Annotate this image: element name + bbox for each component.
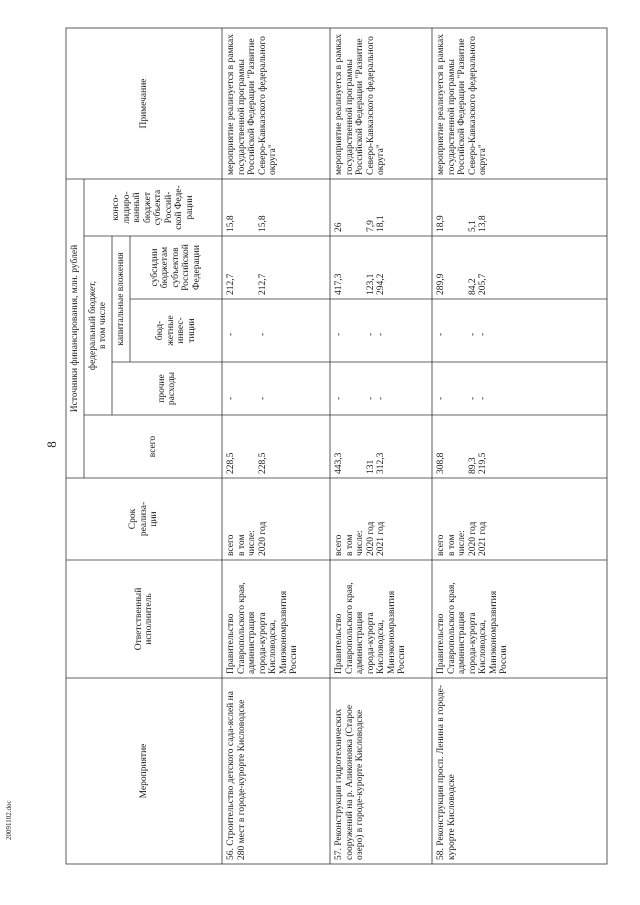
header-total: всего xyxy=(147,435,158,458)
row-56-note: мероприятие реализуется в рамках государственной программы Российской Федерации "Развитие Северо-Кавказского федерального округа" xyxy=(226,34,278,175)
row-58-executor: Правительство Ставропольского края, администрация города-курорта Кисловодска, Минэкономразвития России xyxy=(436,582,509,674)
header-federal: федеральный бюджет, в том числе xyxy=(87,280,108,371)
header-sources: Источники финансирования, млн. рублей xyxy=(69,244,80,413)
row-58-term: всего в том числе: 2020 год 2021 год xyxy=(436,521,488,556)
row-57-consolidated: 26 7,9 18,1 xyxy=(334,215,386,232)
header-budget-invest: бюд- жетные инвес- тиции xyxy=(155,315,197,346)
row-57-invest: - - - xyxy=(334,332,386,336)
row-58-subsidies: 289,9 84,2 205,7 xyxy=(436,273,488,295)
row-57-executor: Правительство Ставропольского края, администрация города-курорта Кисловодска, Минэкономразвития России xyxy=(334,582,407,674)
row-58-consolidated: 18,9 5,1 13,8 xyxy=(436,215,488,232)
page-number: 8 xyxy=(43,441,59,448)
header-subsidies: субсидии бюджетам субъектов Российской Федерации xyxy=(149,244,202,291)
row-57-term: всего в том числе: 2020 год 2021 год xyxy=(334,521,386,556)
header-capital: капитальные вложения xyxy=(115,252,126,346)
row-58-total: 308,8 89,3 219,5 xyxy=(436,452,488,474)
row-58-event: 58. Реконструкция просп. Ленина в городе-курорте Кисловодске xyxy=(436,685,457,860)
row-56-total: 228,5 228,5 xyxy=(226,452,268,474)
row-58-note: мероприятие реализуется в рамках государственной программы Российской Федерации "Развитие Северо-Кавказского федерального округа" xyxy=(436,34,488,175)
header-event: Мероприятие xyxy=(138,743,149,799)
header-executor: Ответственный исполнитель xyxy=(133,587,154,651)
row-58-other: - - - xyxy=(436,396,488,400)
row-57-event: 57. Реконструкция гидротехнических сооружений на р. Аликоновка (Старое озеро) в городе-курорте Кисловодске xyxy=(334,704,365,860)
header-note: Примечание xyxy=(138,78,149,129)
header-other: прочие расходы xyxy=(156,371,177,406)
row-57-other: - - - xyxy=(334,396,386,400)
row-57-total: 443,3 131 312,3 xyxy=(334,452,386,474)
document-code: 20091102.doc xyxy=(5,800,13,840)
row-57-note: мероприятие реализуется в рамках государственной программы Российской Федерации "Развитие Северо-Кавказского федерального округа" xyxy=(334,34,386,175)
row-56-other: - - xyxy=(226,396,268,400)
row-56-consolidated: 15,8 15,8 xyxy=(226,215,268,232)
header-term: Срок реализа- ции xyxy=(128,501,160,537)
row-56-executor: Правительство Ставропольского края, администрация города-курорта Кисловодска, Минэкономразвития России xyxy=(226,582,299,674)
row-58-invest: - - - xyxy=(436,332,488,336)
row-56-invest: - - xyxy=(226,332,268,336)
row-56-term: всего в том числе: 2020 год xyxy=(226,521,268,556)
row-57-subsidies: 417,3 123,1 294,2 xyxy=(334,273,386,295)
row-56-event: 56. Строительство детского сада-яслей на 280 мест в городе-курорте Кисловодске xyxy=(226,691,247,860)
row-56-subsidies: 212,7 212,7 xyxy=(226,273,268,295)
header-consolidated: консо- лидиро- ванный бюджет субъекта Россий- ской Феде- рации xyxy=(111,185,195,230)
